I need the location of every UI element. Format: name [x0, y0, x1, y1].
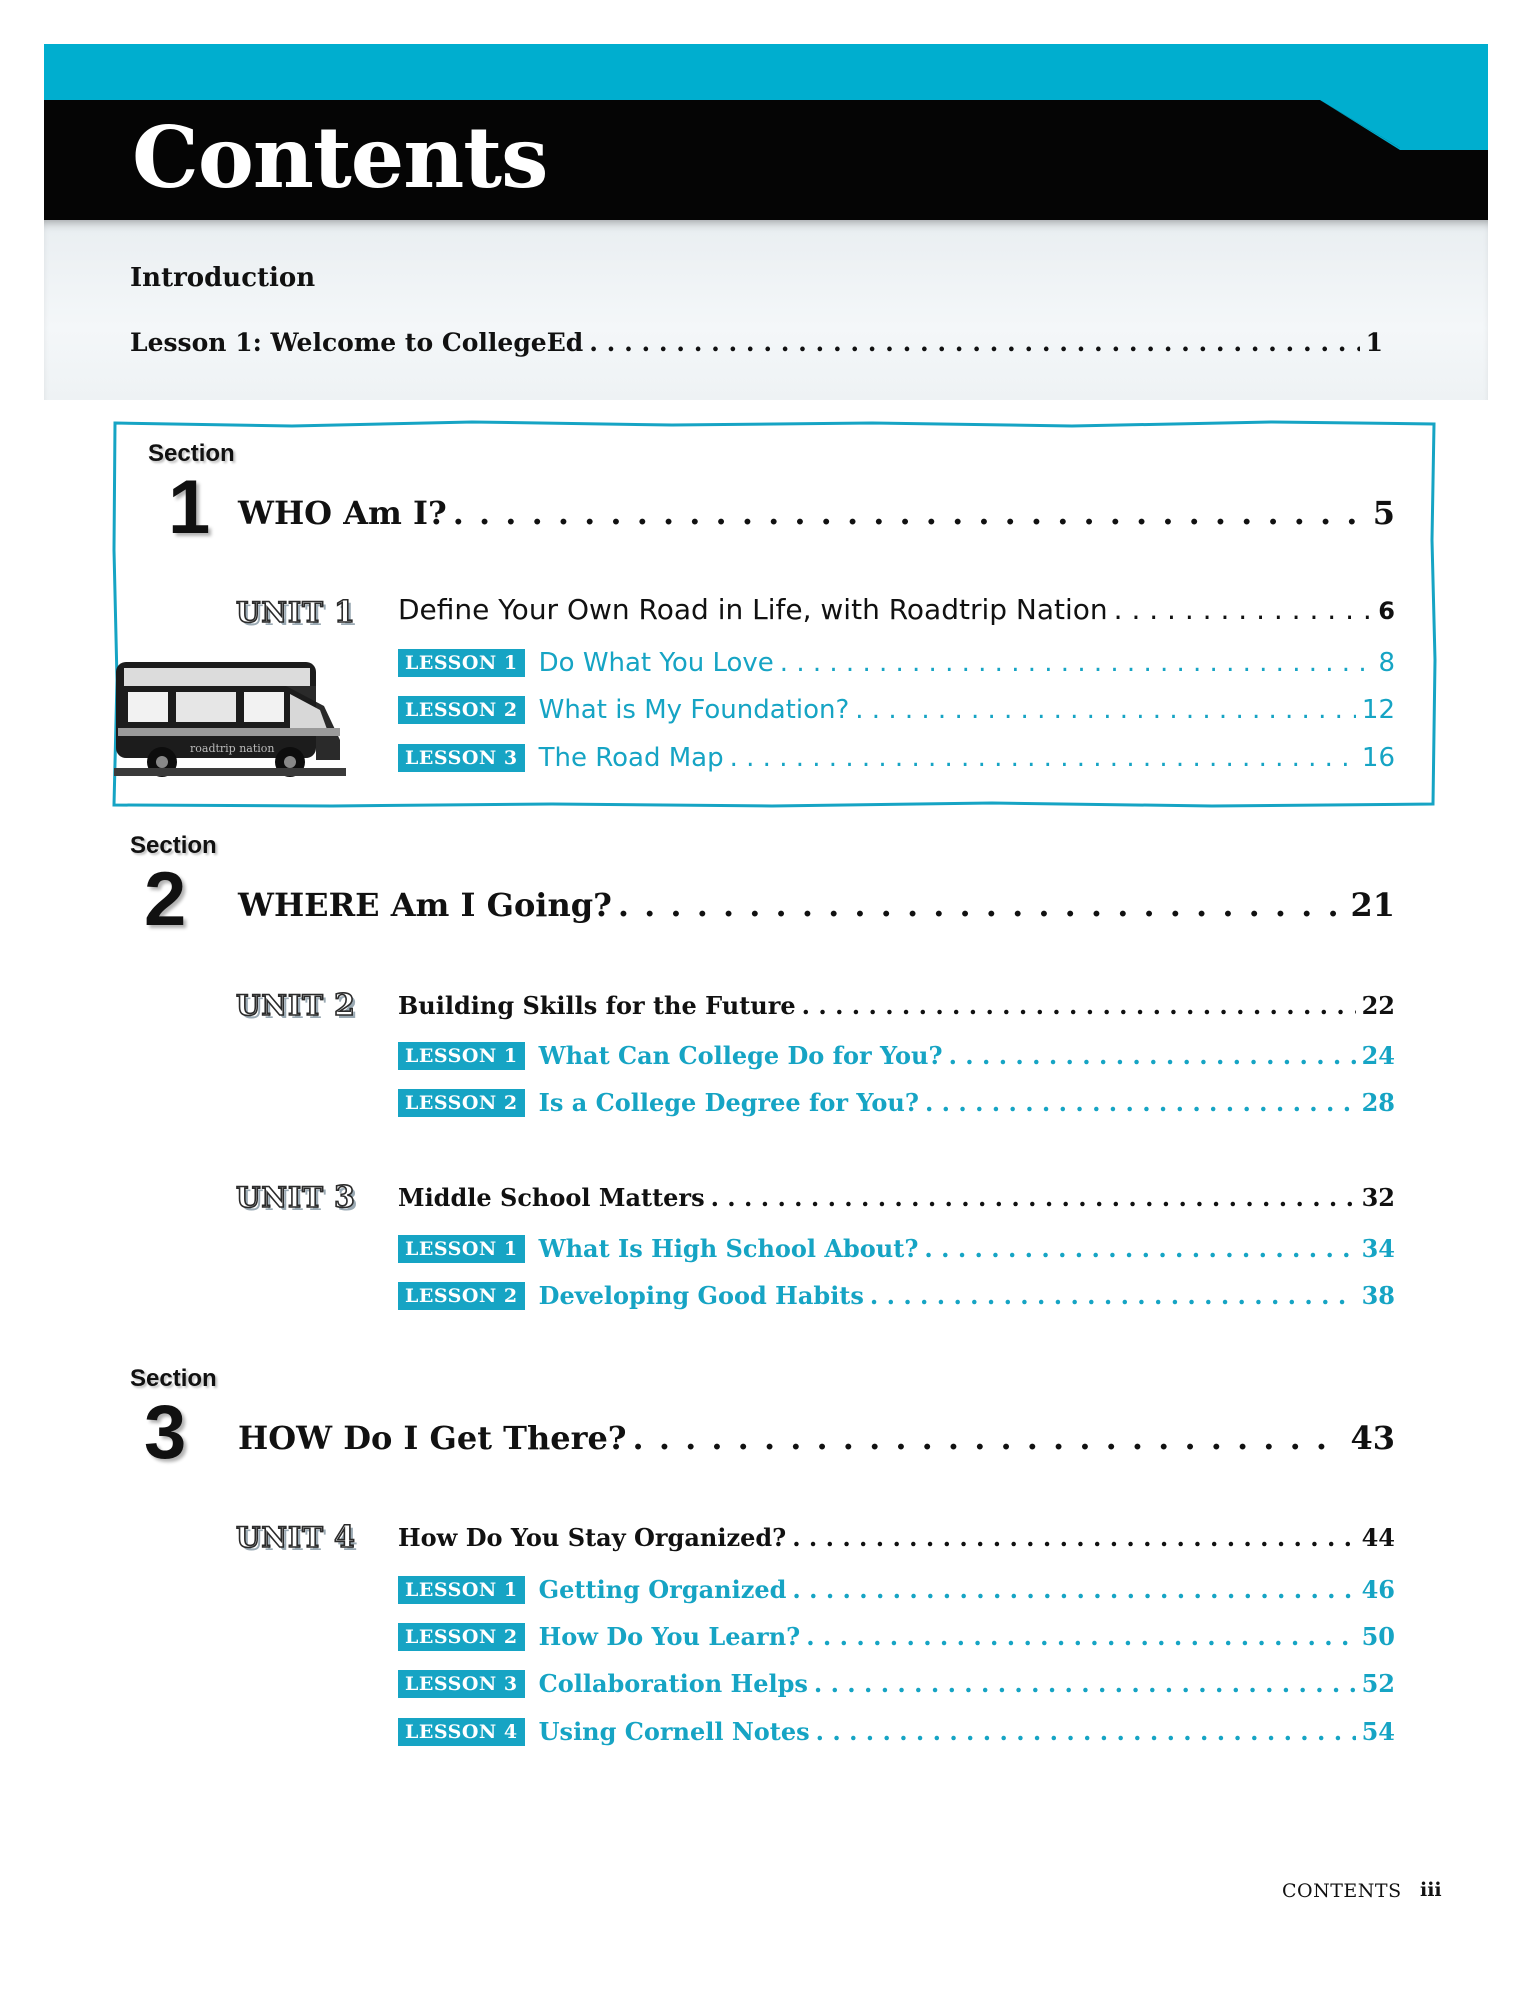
lesson-tag: LESSON 3 — [398, 744, 525, 772]
lesson-page: 24 — [1361, 1041, 1395, 1070]
unit-3-badge — [236, 1180, 355, 1215]
s1-lesson-1-row[interactable] — [398, 648, 1395, 678]
dot-leader — [1114, 593, 1373, 626]
footer-label: CONTENTS — [1282, 1880, 1402, 1902]
dot-leader — [792, 1523, 1355, 1552]
rv-logo-text: roadtrip nation — [190, 742, 275, 755]
lesson-page: 28 — [1361, 1088, 1395, 1117]
section-1-title: WHO Am I? — [238, 494, 447, 532]
s1-lesson-2-row[interactable] — [398, 695, 1395, 725]
section-1-row[interactable] — [238, 494, 1395, 532]
dot-leader — [618, 886, 1345, 924]
section-1-page: 5 — [1372, 494, 1395, 532]
unit-4-page: 44 — [1361, 1523, 1395, 1552]
section-2-number: 2 — [144, 857, 187, 942]
intro-lesson-row[interactable] — [130, 328, 1383, 357]
lesson-page: 8 — [1378, 648, 1395, 678]
lesson-tag: LESSON 1 — [398, 1235, 525, 1263]
unit-number: 4 — [333, 1520, 355, 1555]
intro-lesson-page: 1 — [1365, 328, 1383, 357]
header-notch-shape — [1300, 100, 1488, 150]
section-2-label: Section — [130, 832, 217, 859]
dot-leader — [924, 1234, 1355, 1263]
lesson-tag: LESSON 1 — [398, 1042, 525, 1070]
dot-leader — [816, 1717, 1356, 1746]
lesson-page: 38 — [1361, 1281, 1395, 1310]
unit-2-title: Building Skills for the Future — [398, 991, 796, 1020]
unit-3-title: Middle School Matters — [398, 1183, 705, 1212]
dot-leader — [855, 695, 1356, 725]
header-teal-band — [44, 44, 1488, 100]
unit-word: UNIT — [236, 1521, 324, 1554]
lesson-tag: LESSON 2 — [398, 1089, 525, 1117]
unit-3-row[interactable] — [398, 1183, 1395, 1212]
unit-number: 1 — [333, 595, 355, 630]
unit-number: 2 — [333, 988, 355, 1023]
lesson-title: What Is High School About? — [538, 1234, 919, 1263]
lesson-title: Developing Good Habits — [538, 1281, 864, 1310]
lesson-tag: LESSON 2 — [398, 696, 525, 724]
lesson-page: 54 — [1361, 1717, 1395, 1746]
intro-panel — [44, 220, 1488, 400]
lesson-page: 52 — [1361, 1669, 1395, 1698]
dot-leader — [802, 991, 1356, 1020]
unit-3-page: 32 — [1361, 1183, 1395, 1212]
lesson-page: 34 — [1361, 1234, 1395, 1263]
lesson-tag: LESSON 2 — [398, 1282, 525, 1310]
unit-word: UNIT — [236, 596, 324, 629]
section-2-page: 21 — [1350, 886, 1395, 924]
s3-lesson-4-row[interactable] — [398, 1717, 1395, 1746]
s2-u2-lesson-2-row[interactable] — [398, 1088, 1395, 1117]
s2-u3-lesson-1-row[interactable] — [398, 1234, 1395, 1263]
lesson-title: Collaboration Helps — [538, 1669, 808, 1698]
dot-leader — [453, 494, 1367, 532]
unit-2-row[interactable] — [398, 991, 1395, 1020]
rv-illustration — [114, 656, 346, 780]
dot-leader — [870, 1281, 1356, 1310]
section-3-label: Section — [130, 1365, 217, 1392]
lesson-title: Getting Organized — [538, 1575, 787, 1604]
lesson-title: The Road Map — [538, 743, 724, 773]
unit-2-badge — [236, 988, 355, 1023]
lesson-title: What is My Foundation? — [538, 695, 850, 725]
lesson-tag: LESSON 3 — [398, 1670, 525, 1698]
dot-leader — [806, 1622, 1355, 1651]
unit-word: UNIT — [236, 989, 324, 1022]
unit-number: 3 — [333, 1180, 355, 1215]
footer-page-number: iii — [1420, 1879, 1442, 1901]
unit-4-row[interactable] — [398, 1523, 1395, 1552]
unit-1-page: 6 — [1378, 597, 1395, 625]
section-1-label: Section — [148, 440, 235, 467]
lesson-page: 50 — [1361, 1622, 1395, 1651]
lesson-tag: LESSON 1 — [398, 1576, 525, 1604]
lesson-tag: LESSON 2 — [398, 1623, 525, 1651]
s2-u3-lesson-2-row[interactable] — [398, 1281, 1395, 1310]
s3-lesson-2-row[interactable] — [398, 1622, 1395, 1651]
unit-word: UNIT — [236, 1181, 324, 1214]
section-1-number: 1 — [168, 465, 211, 550]
unit-1-badge — [236, 595, 355, 630]
lesson-tag: LESSON 4 — [398, 1718, 525, 1746]
dot-leader — [633, 1419, 1345, 1457]
s3-lesson-1-row[interactable] — [398, 1575, 1395, 1604]
section-3-number: 3 — [144, 1390, 187, 1475]
dot-leader — [949, 1041, 1356, 1070]
unit-1-row[interactable] — [398, 593, 1395, 626]
section-3-title: HOW Do I Get There? — [238, 1419, 627, 1457]
lesson-title: What Can College Do for You? — [538, 1041, 943, 1070]
intro-heading: Introduction — [130, 263, 316, 293]
dot-leader — [711, 1183, 1356, 1212]
lesson-title: How Do You Learn? — [538, 1622, 801, 1651]
intro-lesson-title: Lesson 1: Welcome to CollegeEd — [130, 328, 584, 357]
section-3-row[interactable] — [238, 1419, 1395, 1457]
unit-4-title: How Do You Stay Organized? — [398, 1523, 787, 1552]
section-2-title: WHERE Am I Going? — [238, 886, 612, 924]
s1-lesson-3-row[interactable] — [398, 743, 1395, 773]
section-3-page: 43 — [1350, 1419, 1395, 1457]
dot-leader — [589, 328, 1359, 357]
dot-leader — [792, 1575, 1355, 1604]
lesson-title: Is a College Degree for You? — [538, 1088, 919, 1117]
lesson-page: 12 — [1361, 695, 1395, 725]
unit-2-page: 22 — [1361, 991, 1395, 1020]
lesson-page: 16 — [1361, 743, 1395, 773]
dot-leader — [730, 743, 1356, 773]
unit-1-title: Define Your Own Road in Life, with Roadtrip Nation — [398, 593, 1108, 626]
dot-leader — [814, 1669, 1356, 1698]
lesson-title: Do What You Love — [538, 648, 774, 678]
lesson-page: 46 — [1361, 1575, 1395, 1604]
page-title: Contents — [132, 108, 548, 207]
s3-lesson-3-row[interactable] — [398, 1669, 1395, 1698]
dot-leader — [925, 1088, 1356, 1117]
lesson-tag: LESSON 1 — [398, 649, 525, 677]
unit-4-badge — [236, 1520, 355, 1555]
lesson-title: Using Cornell Notes — [538, 1717, 810, 1746]
dot-leader — [780, 648, 1373, 678]
s2-u2-lesson-1-row[interactable] — [398, 1041, 1395, 1070]
section-2-row[interactable] — [238, 886, 1395, 924]
